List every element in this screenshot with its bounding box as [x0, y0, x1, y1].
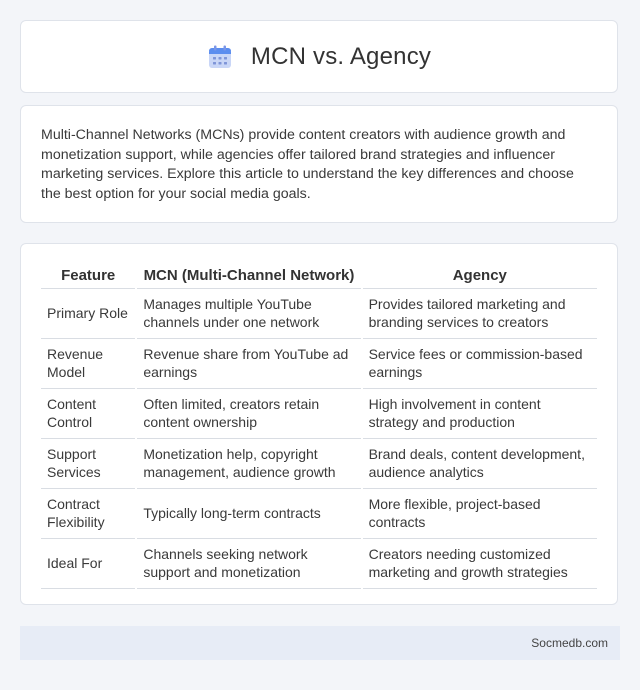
row-mcn: Manages multiple YouTube channels under one network — [137, 289, 360, 339]
row-feature: Contract Flexibility — [41, 489, 135, 539]
page-title: MCN vs. Agency — [250, 42, 432, 70]
row-feature: Ideal For — [41, 539, 135, 589]
table-header-row — [41, 264, 597, 289]
row-mcn: Often limited, creators retain content ownership — [137, 389, 360, 439]
row-feature: Support Services — [41, 439, 135, 489]
table-row — [41, 539, 597, 589]
comparison-table — [39, 264, 599, 589]
row-feature: Content Control — [41, 389, 135, 439]
header-feature: Feature — [41, 264, 135, 289]
row-agency: Creators needing customized marketing and growth strategies — [363, 539, 597, 589]
title-card — [20, 20, 618, 93]
header-mcn: MCN (Multi-Channel Network) — [137, 264, 360, 289]
row-feature: Revenue Model — [41, 339, 135, 389]
table-row — [41, 439, 597, 489]
row-mcn: Revenue share from YouTube ad earnings — [137, 339, 360, 389]
header-agency: Agency — [363, 264, 597, 289]
row-agency: Brand deals, content development, audience analytics — [363, 439, 597, 489]
intro-card — [20, 105, 618, 223]
table-row — [41, 289, 597, 339]
title-wrap — [207, 43, 431, 71]
row-mcn: Channels seeking network support and monetization — [137, 539, 360, 589]
row-agency: Service fees or commission-based earnings — [363, 339, 597, 389]
footer-site-name[interactable]: Socmedb.com — [531, 636, 608, 650]
calendar-icon — [207, 44, 233, 70]
comparison-card — [20, 243, 618, 605]
table-row — [41, 489, 597, 539]
row-agency: Provides tailored marketing and branding services to creators — [363, 289, 597, 339]
footer-bar — [20, 626, 620, 660]
intro-paragraph: Multi-Channel Networks (MCNs) provide content creators with audience growth and monetization support, while agencies offer tailored brand strategies and influencer marketing services. Explore this article to understand the key differences and choose the best option for your social media goals. — [41, 127, 574, 202]
row-agency: More flexible, project-based contracts — [363, 489, 597, 539]
row-mcn: Monetization help, copyright management, audience growth — [137, 439, 360, 489]
table-row — [41, 389, 597, 439]
row-mcn: Typically long-term contracts — [137, 489, 360, 539]
table-row — [41, 339, 597, 389]
row-feature: Primary Role — [41, 289, 135, 339]
row-agency: High involvement in content strategy and production — [363, 389, 597, 439]
